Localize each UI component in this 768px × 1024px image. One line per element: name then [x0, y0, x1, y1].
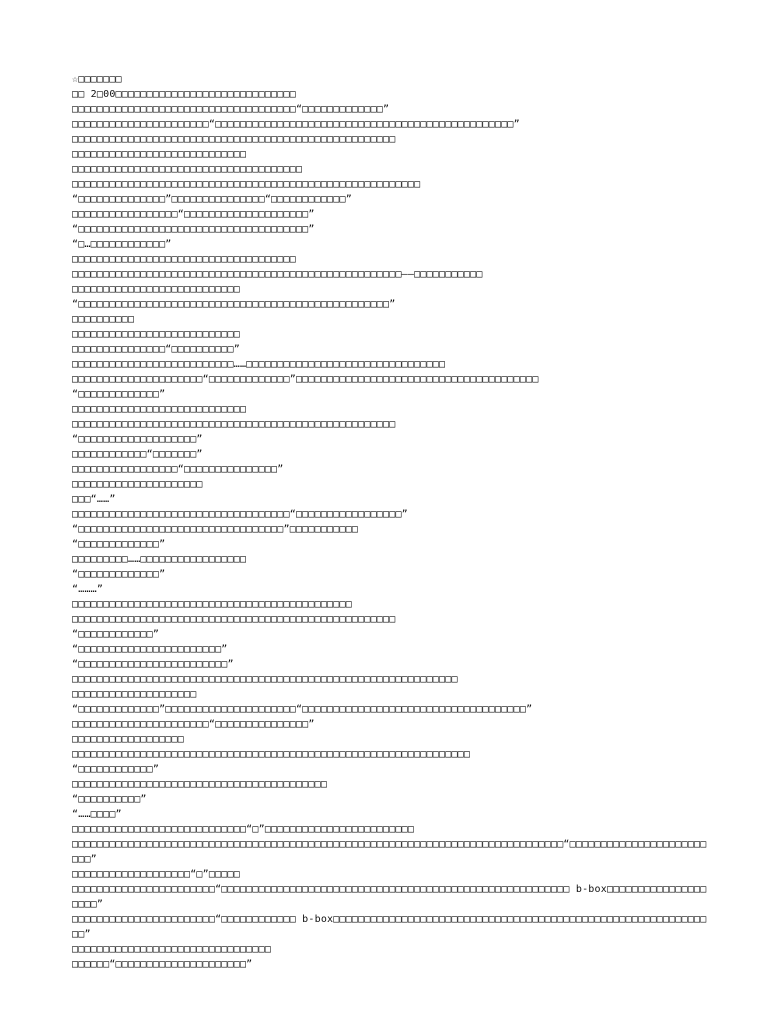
text-line: □□□□□□□□□……□□□□□□□□□□□□□□□□□ [72, 554, 247, 565]
text-line: □□□□□□□□□□□□□□□□□□□□□□□□□□□ [72, 329, 240, 340]
text-line: □□□□□□□□□□□□□□□□□□□□□□□□□□□□ [72, 149, 247, 160]
text-line: □□□□□□□□□□□□□□□□□□□□□ [72, 479, 203, 490]
text-line: “……□□□□” [72, 809, 122, 820]
text-line: □□□□□□□□□□□□□□□□□□□□□□□□□□□□□□□□□□□□□□□□□□□□□□□□□□□□ [72, 419, 396, 430]
text-line: □□□□□□□□□□□□“□□□□□□□” [72, 449, 203, 460]
text-line: “□□□□□□□□□□” [72, 794, 147, 805]
text-line: □□□□□□□□□□□□□□□□□“□□□□□□□□□□□□□□□□□□□□” [72, 209, 315, 220]
text-line: “□…□□□□□□□□□□□□” [72, 239, 172, 250]
text-line: □□□□□□□□□□ [72, 314, 135, 325]
text-line: □□□□□□□□□□□□□□□□□□ [72, 734, 184, 745]
text-line: □□□□□□□□□□□□□□□□□“□□□□□□□□□□□□□□□” [72, 464, 284, 475]
text-line: □□□□□□□□□□□□□□□□□□□□□□□“□□□□□□□□□□□□ b-box□□□□□□□□□□□□□□□□□□□□□□□□□□□□□□□□□□□□□□□□□□□□□□□□□□□□□□□□□□□□□□” [72, 914, 707, 940]
text-line: □□ 2□00□□□□□□□□□□□□□□□□□□□□□□□□□□□□□ [72, 89, 296, 100]
text-line: □□□□□□□□□□□□□□□□□□□□□□□□□□□ [72, 284, 240, 295]
text-line: “□□□□□□□□□□□□□□□□□□□” [72, 434, 203, 445]
text-line: □□□□□□□□□□□□□□□□□□□□□□□□□□□□□□□□□□□□□□□□□□□□□□□□□□□□□□□□ [72, 179, 421, 190]
text-line: “□□□□□□□□□□□□□”□□□□□□□□□□□□□□□□□□□□□“□□□□□□□□□□□□□□□□□□□□□□□□□□□□□□□□□□□□” [72, 704, 533, 715]
text-line: □□□□□□□□□□□□□□□□□□□□□□□□□□□□□□□□□□□□□ [72, 164, 303, 175]
text-line: “□□□□□□□□□□□□□□□□□□□□□□□□□□□□□□□□□”□□□□□□□□□□□ [72, 524, 359, 535]
text-line: □□□□□□□□□□□□□□□□□□□□□□“□□□□□□□□□□□□□□□” [72, 719, 315, 730]
text-line: “□□□□□□□□□□□□□□□□□□□□□□□□□□□□□□□□□□□□□□□□□□□□□□□□□□” [72, 299, 396, 310]
text-line: “□□□□□□□□□□□□” [72, 764, 160, 775]
document-body [72, 72, 712, 972]
text-line: □□□□□□□□□□□□□□□□□□□□□□□□□□□□□□□□□□□□□□□□□□□□□□□□□□□□□□□□□□□□□□ [72, 674, 458, 685]
text-line: □□□□□□□□□□□□□□□□□□□□□□□□□□□□□□□□□□□□□□□□□□□□□□□□□□□□□——□□□□□□□□□□□ [72, 269, 483, 280]
text-line: □□□□□□□□□□□□□□□□□□□□□□“□□□□□□□□□□□□□□□□□□□□□□□□□□□□□□□□□□□□□□□□□□□□□□□□” [72, 119, 520, 130]
text-line: □□□“……” [72, 494, 116, 505]
text-line: □□□□□□□□□□□□□□□□□□□□□□□□□□□□“□”□□□□□□□□□□□□□□□□□□□□□□□□ [72, 824, 415, 835]
text-line: □□□□□□□□□□□□□□□□□□□□□□□□□□□□□□□□□□□□□□□□□□□□□ [72, 599, 352, 610]
text-line: □□□□□□□□□□□□□□□□□□□□ [72, 689, 197, 700]
text-line: □□□□□□□□□□□□□□□□□□□□□□□□□□□□□□□□□□□□“□□□□□□□□□□□□□” [72, 104, 390, 115]
text-line: ☆□□□□□□□ [72, 74, 122, 85]
text-line: □□□□□□□□□□□□□□□□□□□□□□□□□□□□□□□□□□□□□□□□□□□□□□□□□□□□□□□□□□□□□□□□ [72, 749, 471, 760]
text-line: “□□□□□□□□□□□□□” [72, 389, 166, 400]
text-line: □□□□□□□□□□□□□□□□□□□□□□□□□□□□□□□□□□□□□□□□□ [72, 779, 328, 790]
text-line: □□□□□□□□□□□□□□□“□□□□□□□□□□” [72, 344, 240, 355]
text-line: “□□□□□□□□□□□□□□□□□□□□□□□□□□□□□□□□□□□□□” [72, 224, 315, 235]
text-line: □□□□□□“□□□□□□□□□□□□□□□□□□□□□” [72, 959, 253, 970]
text-line: □□□□□□□□□□□□□□□□□□□□□□□“□□□□□□□□□□□□□□□□□□□□□□□□□□□□□□□□□□□□□□□□□□□□□□□□□□□□□□□□ b-box□□□□□□□□□□□□□□□□□□□□” [72, 884, 707, 910]
text-line: “□□□□□□□□□□□□□□□□□□□□□□□□” [72, 659, 234, 670]
text-line: □□□□□□□□□□□□□□□□□□□□□□□□□□□□ [72, 404, 247, 415]
text-line: “□□□□□□□□□□□□□□□□□□□□□□□” [72, 644, 228, 655]
text-line: □□□□□□□□□□□□□□□□□□□□□□□□□□……□□□□□□□□□□□□□□□□□□□□□□□□□□□□□□□□ [72, 359, 446, 370]
text-line: “□□□□□□□□□□□□□” [72, 569, 166, 580]
text-line: □□□□□□□□□□□□□□□□□□□□□□□□□□□□□□□□□□□“□□□□□□□□□□□□□□□□□” [72, 509, 408, 520]
text-line: □□□□□□□□□□□□□□□□□□□□□□□□□□□□□□□□□□□□□□□□□□□□□□□□□□□□ [72, 614, 396, 625]
text-line: “□□□□□□□□□□□□□” [72, 539, 166, 550]
text-line: □□□□□□□□□□□□□□□□□□□“□”□□□□□ [72, 869, 240, 880]
text-line: □□□□□□□□□□□□□□□□□□□□□□□□□□□□□□□□□□□□ [72, 254, 296, 265]
text-line: □□□□□□□□□□□□□□□□□□□□□□□□□□□□□□□□ [72, 944, 272, 955]
text-line: □□□□□□□□□□□□□□□□□□□□□□□□□□□□□□□□□□□□□□□□□□□□□□□□□□□□□□□□□□□□□□□□□□□□□□□□□□□□□□□“□□□□□□□□□□□□□□□□□□□□□□□□□” [72, 839, 707, 865]
text-line: “□□□□□□□□□□□□□□”□□□□□□□□□□□□□□□“□□□□□□□□□□□□” [72, 194, 352, 205]
text-line: “………” [72, 584, 104, 595]
text-line: □□□□□□□□□□□□□□□□□□□□□“□□□□□□□□□□□□□”□□□□□□□□□□□□□□□□□□□□□□□□□□□□□□□□□□□□□□□ [72, 374, 539, 385]
text-line: □□□□□□□□□□□□□□□□□□□□□□□□□□□□□□□□□□□□□□□□□□□□□□□□□□□□ [72, 134, 396, 145]
text-line: “□□□□□□□□□□□□” [72, 629, 160, 640]
